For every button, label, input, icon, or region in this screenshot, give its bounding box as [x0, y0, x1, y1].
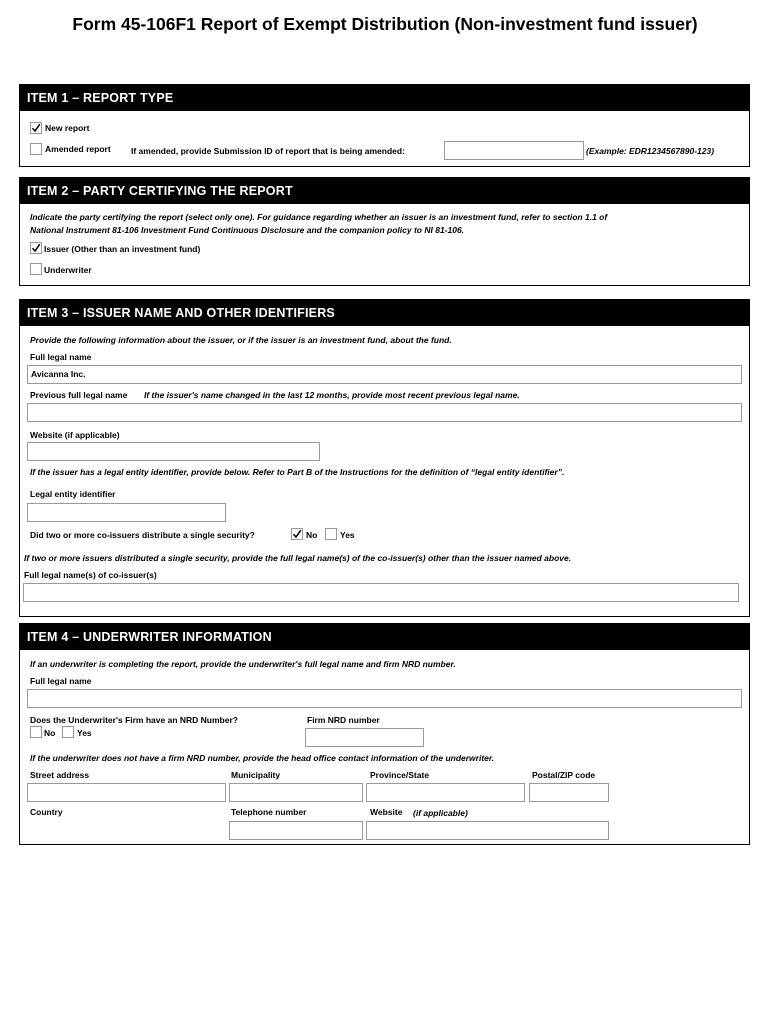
previous-name-input[interactable] [27, 403, 742, 422]
nrd-yes-label: Yes [77, 728, 92, 738]
nrd-question: Does the Underwriter's Firm have an NRD Number? [30, 715, 238, 725]
lei-label: Legal entity identifier [30, 489, 116, 499]
co-issuers-question: Did two or more co-issuers distribute a single security? [30, 530, 255, 540]
contact-instructions: If the underwriter does not have a firm NRD number, provide the head office contact information of the underwriter. [30, 753, 495, 763]
nrd-no-label: No [44, 728, 56, 738]
item3-section [19, 299, 750, 617]
previous-name-label: Previous full legal name [30, 390, 128, 400]
item4-instructions: If an underwriter is completing the report, provide the underwriter's full legal name and firm NRD number. [30, 659, 456, 669]
underwriter-label: Underwriter [44, 265, 92, 275]
co-issuers-instructions: If two or more issuers distributed a single security, provide the full legal name(s) of the co-issuer(s) other than the issuer named above. [24, 553, 572, 563]
underwriter-name-label: Full legal name [30, 676, 92, 686]
firm-nrd-label: Firm NRD number [307, 715, 380, 725]
underwriter-website-hint: (if applicable) [413, 808, 468, 818]
new-report-label: New report [45, 123, 90, 133]
checkmark-icon [31, 243, 41, 253]
underwriter-name-input[interactable] [27, 689, 742, 708]
co-issuers-no-checkbox[interactable] [291, 528, 303, 540]
street-label: Street address [30, 770, 90, 780]
postal-label: Postal/ZIP code [532, 770, 596, 780]
province-label: Province/State [370, 770, 430, 780]
amended-report-label: Amended report [45, 144, 111, 154]
item2-instructions-line1: Indicate the party certifying the report (select only one). For guidance regarding whether an issuer is an investment fund, refer to section 1.1 of [30, 212, 608, 222]
full-legal-name-label: Full legal name [30, 352, 92, 362]
nrd-no-checkbox[interactable] [30, 726, 42, 738]
item4-section [19, 623, 750, 845]
underwriter-checkbox[interactable] [30, 263, 42, 275]
submission-id-label: If amended, provide Submission ID of report that is being amended: [131, 146, 405, 156]
co-issuers-label: Full legal name(s) of co-issuer(s) [24, 570, 157, 580]
new-report-checkbox[interactable] [30, 122, 42, 134]
co-issuers-no-label: No [306, 530, 318, 540]
underwriter-website-label: Website [370, 807, 403, 817]
municipality-input[interactable] [229, 783, 363, 802]
checkmark-icon [292, 529, 302, 539]
submission-id-example: (Example: EDR1234567890-123) [586, 146, 715, 156]
telephone-input[interactable] [229, 821, 363, 840]
co-issuers-yes-label: Yes [340, 530, 355, 540]
telephone-label: Telephone number [231, 807, 307, 817]
page-title: Form 45-106F1 Report of Exempt Distribution (Non-investment fund issuer) [72, 14, 698, 34]
province-input[interactable] [366, 783, 525, 802]
previous-name-hint: If the issuer's name changed in the last 12 months, provide most recent previous legal name. [144, 390, 520, 400]
co-issuers-yes-checkbox[interactable] [325, 528, 337, 540]
firm-nrd-input[interactable] [305, 728, 424, 747]
item1-section [19, 84, 750, 167]
co-issuers-input[interactable] [23, 583, 739, 602]
amended-report-checkbox[interactable] [30, 143, 42, 155]
item3-heading: ITEM 3 – ISSUER NAME AND OTHER IDENTIFIERS [20, 300, 749, 326]
issuer-checkbox[interactable] [30, 242, 42, 254]
lei-instructions: If the issuer has a legal entity identifier, provide below. Refer to Part B of the Instructions for the definition of “legal entity identifier”. [30, 467, 565, 477]
item4-heading: ITEM 4 – UNDERWRITER INFORMATION [20, 624, 749, 650]
lei-input[interactable] [27, 503, 226, 522]
item3-instructions: Provide the following information about the issuer, or if the issuer is an investment fund, about the fund. [30, 335, 452, 345]
item2-section [19, 177, 750, 286]
checkmark-icon [31, 123, 41, 133]
municipality-label: Municipality [231, 770, 281, 780]
underwriter-website-input[interactable] [366, 821, 609, 840]
website-label: Website (if applicable) [30, 430, 120, 440]
postal-input[interactable] [529, 783, 609, 802]
full-legal-name-input[interactable]: Avicanna Inc. [27, 365, 742, 384]
item2-instructions-line2: National Instrument 81-106 Investment Fund Continuous Disclosure and the companion policy to NI 81-106. [30, 225, 465, 235]
street-input[interactable] [27, 783, 226, 802]
item2-heading: ITEM 2 – PARTY CERTIFYING THE REPORT [20, 178, 749, 204]
nrd-yes-checkbox[interactable] [62, 726, 74, 738]
issuer-label: Issuer (Other than an investment fund) [44, 244, 201, 254]
submission-id-input[interactable] [444, 141, 584, 160]
website-input[interactable] [27, 442, 320, 461]
country-label: Country [30, 807, 63, 817]
item1-heading: ITEM 1 – REPORT TYPE [20, 85, 749, 111]
